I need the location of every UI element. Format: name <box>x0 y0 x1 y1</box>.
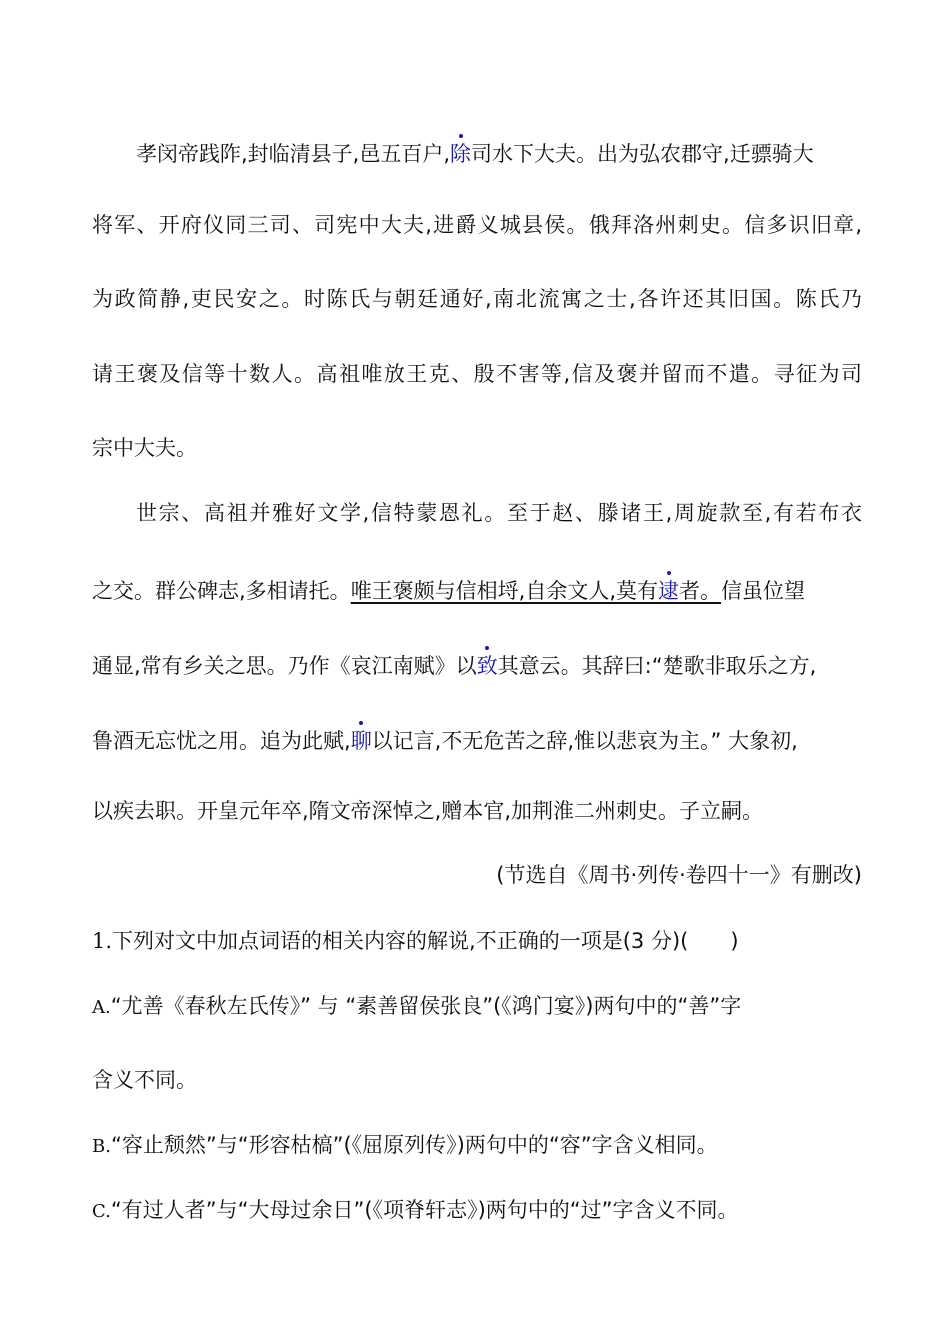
passage-p1-line-2: 将军、开府仪同三司、司宪中大夫,进爵义城县侯。俄拜洛州刺史。信多识旧章, <box>92 213 862 237</box>
text-span: 鲁酒无忘忧之用。追为此赋, <box>92 729 351 753</box>
text-span: 孝闵帝践阼,封临清县子,邑五百户, <box>136 142 451 166</box>
option-label: C. <box>92 1201 111 1222</box>
text-span: 唯王褒颇与信相埒,自余文人,莫有 <box>350 579 659 603</box>
option-b <box>92 1130 862 1162</box>
text-span: 以记言,不无危苦之辞,惟以悲哀为主。” 大象初, <box>371 729 798 753</box>
question-1-stem <box>92 926 862 956</box>
passage-p1-line-1 <box>136 139 862 169</box>
option-a <box>92 991 862 1023</box>
passage-p2-line-3 <box>92 651 862 681</box>
underlined-sentence <box>351 579 721 603</box>
dotted-word-chu: 除 <box>450 142 472 166</box>
option-c <box>92 1195 862 1227</box>
passage-p2-line-4 <box>92 726 862 756</box>
passage-p2-line-1: 世宗、高祖并雅好文学,信特蒙恩礼。至于赵、滕诸王,周旋款至,有若布衣 <box>136 501 862 525</box>
option-label: A. <box>92 997 111 1018</box>
dotted-word-zhi: 致 <box>476 654 498 678</box>
text-span: 信虽位望 <box>721 579 806 603</box>
option-label: B. <box>92 1136 111 1157</box>
question-stem-text: 下列对文中加点词语的相关内容的解说,不正确的一项是(3 分)( ) <box>112 929 739 953</box>
dotted-word-dai: 逮 <box>658 579 680 603</box>
passage-p1-line-3: 为政简静,吏民安之。时陈氏与朝廷通好,南北流寓之士,各许还其旧国。陈氏乃 <box>92 287 862 311</box>
question-number: 1. <box>92 929 113 953</box>
source-citation: (节选自《周书·列传·卷四十一》有删改) <box>496 863 862 887</box>
passage-p1-line-4: 请王褒及信等十数人。高祖唯放王克、殷不害等,信及褒并留而不遣。寻征为司 <box>92 362 862 386</box>
text-span: 之交。群公碑志,多相请托。 <box>92 579 351 603</box>
text-span: 司水下大夫。出为弘农郡守,迁骠骑大 <box>471 142 814 166</box>
passage-p2-line-2 <box>92 576 862 606</box>
option-text: “容止颓然”与“形容枯槁”(《屈原列传》)两句中的“容”字含义相同。 <box>110 1133 718 1157</box>
dotted-word-liao: 聊 <box>350 729 372 753</box>
passage-p2-line-5: 以疾去职。开皇元年卒,隋文帝深悼之,赠本官,加荆淮二州刺史。子立嗣。 <box>92 799 764 823</box>
option-text: “尤善《春秋左氏传》” 与 “素善留侯张良”(《鸿门宴》)两句中的“善”字 <box>110 994 742 1018</box>
option-text: “有过人者”与“大母过余日”(《项脊轩志》)两句中的“过”字含义不同。 <box>110 1198 739 1222</box>
text-span: 者。 <box>679 579 722 603</box>
passage-p1-line-5: 宗中大夫。 <box>92 436 197 460</box>
text-span: 通显,常有乡关之思。乃作《哀江南赋》以 <box>92 654 477 678</box>
text-span: 其意云。其辞曰:“楚歌非取乐之方, <box>497 654 817 678</box>
option-a-continued: 含义不同。 <box>92 1068 197 1092</box>
